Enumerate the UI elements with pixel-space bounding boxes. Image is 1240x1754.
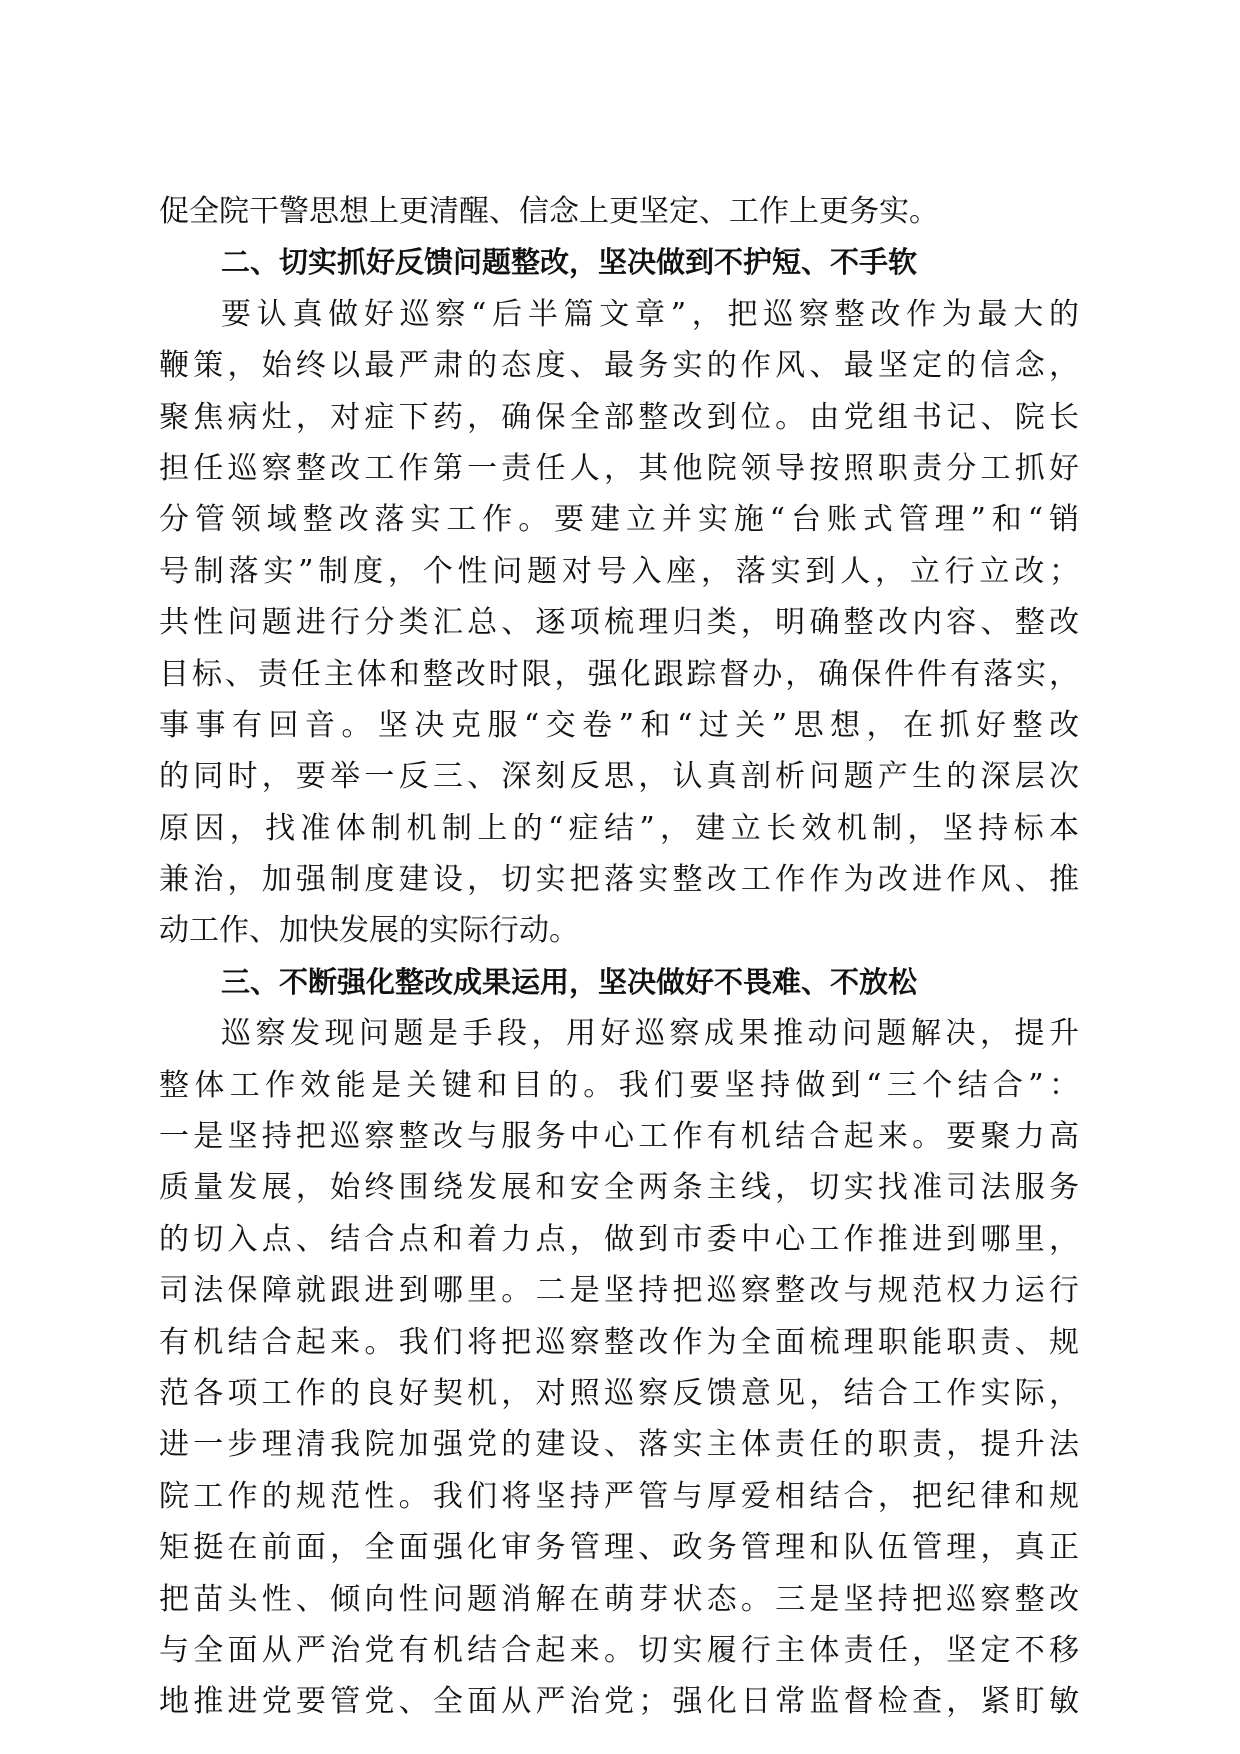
paragraph-line: 要认真做好巡察“后半篇文章”，把巡察整改作为最大的 bbox=[221, 296, 1079, 332]
paragraph-line: 原因，找准体制机制上的“症结”，建立长效机制，坚持标本 bbox=[159, 810, 1079, 846]
section-heading-2: 二、切实抓好反馈问题整改，坚决做到不护短、不手软 bbox=[221, 245, 918, 280]
paragraph-line: 促全院干警思想上更清醒、信念上更坚定、工作上更务实。 bbox=[159, 194, 939, 229]
paragraph-line: 聚焦病灶，对症下药，确保全部整改到位。由党组书记、院长 bbox=[159, 399, 1079, 435]
section-heading-3: 三、不断强化整改成果运用，坚决做好不畏难、不放松 bbox=[221, 964, 918, 999]
paragraph-line: 巡察发现问题是手段，用好巡察成果推动问题解决，提升 bbox=[221, 1016, 1079, 1052]
paragraph-line: 质量发展，始终围绕发展和安全两条主线，切实找准司法服务 bbox=[159, 1170, 1079, 1206]
paragraph-line: 范各项工作的良好契机，对照巡察反馈意见，结合工作实际， bbox=[159, 1375, 1079, 1411]
paragraph-line: 分管领域整改落实工作。要建立并实施“台账式管理”和“销 bbox=[159, 502, 1079, 538]
paragraph-line: 院工作的规范性。我们将坚持严管与厚爱相结合，把纪律和规 bbox=[159, 1478, 1079, 1514]
paragraph-line: 目标、责任主体和整改时限，强化跟踪督办，确保件件有落实， bbox=[159, 656, 1079, 692]
document-body bbox=[159, 186, 1079, 1728]
paragraph-line: 整体工作效能是关键和目的。我们要坚持做到“三个结合”： bbox=[159, 1067, 1079, 1103]
paragraph-line: 把苗头性、倾向性问题消解在萌芽状态。三是坚持把巡察整改 bbox=[159, 1581, 1079, 1617]
paragraph-line: 共性问题进行分类汇总、逐项梳理归类，明确整改内容、整改 bbox=[159, 605, 1079, 641]
paragraph-line: 号制落实”制度，个性问题对号入座，落实到人，立行立改； bbox=[159, 553, 1079, 589]
paragraph-line: 司法保障就跟进到哪里。二是坚持把巡察整改与规范权力运行 bbox=[159, 1273, 1079, 1309]
paragraph-line: 有机结合起来。我们将把巡察整改作为全面梳理职能职责、规 bbox=[159, 1324, 1079, 1360]
paragraph-line: 的同时，要举一反三、深刻反思，认真剖析问题产生的深层次 bbox=[159, 759, 1079, 795]
paragraph-line: 鞭策，始终以最严肃的态度、最务实的作风、最坚定的信念， bbox=[159, 348, 1079, 384]
paragraph-line: 动工作、加快发展的实际行动。 bbox=[159, 913, 579, 949]
paragraph-line: 事事有回音。坚决克服“交卷”和“过关”思想，在抓好整改 bbox=[159, 707, 1079, 743]
paragraph-line: 兼治，加强制度建设，切实把落实整改工作作为改进作风、推 bbox=[159, 862, 1079, 898]
paragraph-line: 进一步理清我院加强党的建设、落实主体责任的职责，提升法 bbox=[159, 1427, 1079, 1463]
paragraph-line: 的切入点、结合点和着力点，做到市委中心工作推进到哪里， bbox=[159, 1221, 1079, 1257]
paragraph-line: 地推进党要管党、全面从严治党；强化日常监督检查，紧盯敏 bbox=[159, 1684, 1079, 1720]
paragraph-line: 与全面从严治党有机结合起来。切实履行主体责任，坚定不移 bbox=[159, 1632, 1079, 1668]
paragraph-line: 一是坚持把巡察整改与服务中心工作有机结合起来。要聚力高 bbox=[159, 1119, 1079, 1155]
paragraph-line: 矩挺在前面，全面强化审务管理、政务管理和队伍管理，真正 bbox=[159, 1530, 1079, 1566]
paragraph-line: 担任巡察整改工作第一责任人，其他院领导按照职责分工抓好 bbox=[159, 450, 1079, 486]
